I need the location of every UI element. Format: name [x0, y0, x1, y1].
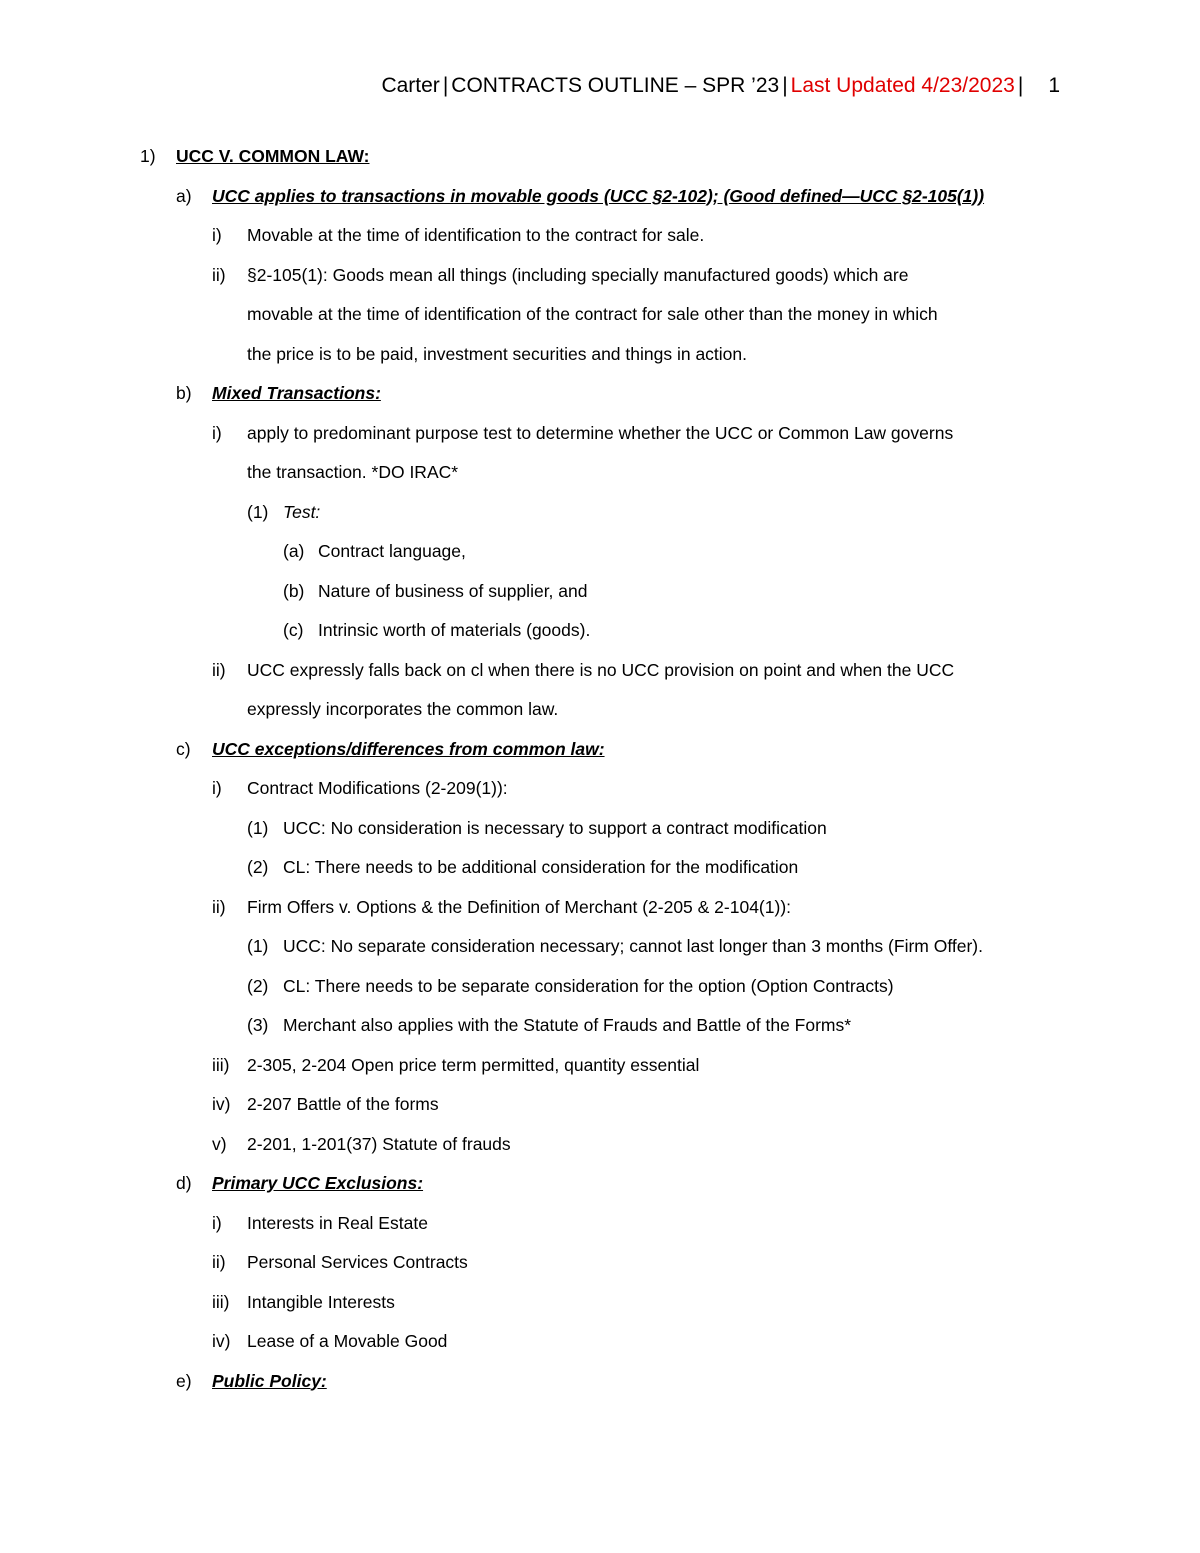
outline-item: [0, 295, 1200, 335]
outline-item: [0, 572, 1200, 612]
page-number: 1: [1048, 74, 1060, 97]
outline-marker: e): [176, 1370, 192, 1391]
outline-marker: ii): [212, 264, 226, 285]
outline-item: [0, 1125, 1200, 1165]
outline-marker: a): [176, 185, 192, 206]
outline-marker: 1): [140, 146, 156, 166]
outline-text: Intrinsic worth of materials (goods).: [318, 620, 591, 640]
outline-text: CL: There needs to be separate consideration for the option (Option Contracts): [283, 975, 894, 996]
outline-text: Interests in Real Estate: [247, 1212, 428, 1233]
outline-item: [0, 730, 1200, 770]
outline-text: UCC: No consideration is necessary to support a contract modification: [283, 817, 827, 838]
outline-heading: UCC applies to transactions in movable goods (UCC §2-102); (Good defined—UCC §2-105(1)): [212, 185, 985, 206]
outline-item: [0, 256, 1200, 296]
outline-text: Lease of a Movable Good: [247, 1331, 448, 1351]
outline-marker: iv): [212, 1331, 231, 1351]
outline-marker: v): [212, 1133, 227, 1154]
outline-item: [0, 335, 1200, 375]
outline-marker: iii): [212, 1291, 230, 1312]
outline-marker: (2): [247, 857, 269, 877]
outline-text: Contract language,: [318, 541, 466, 561]
outline-marker: i): [212, 1212, 222, 1233]
outline-item: [0, 1164, 1200, 1204]
outline-item: [0, 493, 1200, 533]
outline-text: 2-207 Battle of the forms: [247, 1094, 439, 1114]
outline-text: expressly incorporates the common law.: [247, 699, 559, 719]
outline-item: [0, 1243, 1200, 1283]
outline-item: [0, 453, 1200, 493]
outline-heading: UCC exceptions/differences from common law:: [212, 738, 605, 759]
outline-marker: (3): [247, 1015, 269, 1035]
outline-heading: Mixed Transactions:: [212, 383, 381, 403]
outline-text: the price is to be paid, investment securities and things in action.: [247, 343, 747, 364]
outline-item: [0, 1085, 1200, 1125]
outline-text: the transaction. *DO IRAC*: [247, 462, 459, 482]
outline-item: [0, 651, 1200, 691]
outline-marker: (b): [283, 580, 305, 601]
outline-heading: Public Policy:: [212, 1370, 327, 1391]
outline-text: §2-105(1): Goods mean all things (including specially manufactured goods) which are: [247, 264, 909, 285]
header-author: Carter: [381, 74, 440, 97]
outline-item: [0, 927, 1200, 967]
outline-item: [0, 1362, 1200, 1402]
outline-text: Intangible Interests: [247, 1291, 395, 1312]
outline-text: 2-201, 1-201(37) Statute of frauds: [247, 1133, 511, 1154]
outline-item: [0, 1204, 1200, 1244]
outline-text: Contract Modifications (2-209(1)):: [247, 778, 508, 798]
outline-marker: iv): [212, 1094, 231, 1114]
outline-marker: i): [212, 778, 222, 798]
outline-item: [0, 769, 1200, 809]
outline-marker: i): [212, 225, 222, 245]
outline-item: [0, 1006, 1200, 1046]
outline-item: [0, 809, 1200, 849]
header-last-updated: Last Updated 4/23/2023: [790, 74, 1015, 97]
outline-marker: c): [176, 738, 191, 759]
outline-text: Test:: [283, 501, 321, 522]
outline-marker: ii): [212, 1252, 226, 1272]
outline-text: apply to predominant purpose test to determine whether the UCC or Common Law governs: [247, 422, 954, 443]
outline-text: 2-305, 2-204 Open price term permitted, quantity essential: [247, 1054, 700, 1075]
outline-item: [0, 1283, 1200, 1323]
outline-body: [0, 137, 1200, 1401]
outline-item: [0, 216, 1200, 256]
outline-marker: (1): [247, 936, 269, 956]
outline-marker: ii): [212, 896, 226, 917]
outline-marker: (a): [283, 541, 305, 561]
page-header: [381, 71, 1060, 101]
outline-text: Merchant also applies with the Statute of Frauds and Battle of the Forms*: [283, 1015, 852, 1035]
outline-item: [0, 848, 1200, 888]
outline-item: [0, 177, 1200, 217]
outline-item: [0, 374, 1200, 414]
outline-text: UCC: No separate consideration necessary; cannot last longer than 3 months (Firm Offer).: [283, 936, 983, 956]
outline-text: CL: There needs to be additional consideration for the modification: [283, 857, 799, 877]
outline-text: Nature of business of supplier, and: [318, 580, 588, 601]
outline-item: [0, 1322, 1200, 1362]
outline-item: [0, 611, 1200, 651]
header-title: CONTRACTS OUTLINE – SPR ’23: [451, 74, 780, 97]
outline-text: Personal Services Contracts: [247, 1252, 468, 1272]
outline-item: [0, 690, 1200, 730]
header-separator: |: [1017, 74, 1024, 97]
outline-text: UCC expressly falls back on cl when there is no UCC provision on point and when the UCC: [247, 659, 955, 680]
outline-item: [0, 532, 1200, 572]
outline-marker: (c): [283, 620, 304, 640]
outline-text: movable at the time of identification of the contract for sale other than the money in which: [247, 304, 938, 324]
outline-item: [0, 967, 1200, 1007]
header-separator: |: [442, 74, 449, 97]
header-separator: |: [782, 74, 788, 97]
outline-marker: iii): [212, 1054, 230, 1075]
outline-heading: Primary UCC Exclusions:: [212, 1173, 424, 1193]
outline-marker: ii): [212, 659, 226, 680]
outline-text: Firm Offers v. Options & the Definition of Merchant (2-205 & 2-104(1)):: [247, 896, 792, 917]
outline-marker: (1): [247, 817, 269, 838]
outline-item: [0, 888, 1200, 928]
outline-marker: (1): [247, 501, 269, 522]
outline-item: [0, 1046, 1200, 1086]
outline-marker: (2): [247, 975, 269, 996]
outline-heading: UCC V. COMMON LAW:: [176, 146, 370, 166]
outline-marker: b): [176, 383, 192, 403]
outline-marker: i): [212, 422, 222, 443]
outline-item: [0, 137, 1200, 177]
outline-marker: d): [176, 1173, 192, 1193]
outline-item: [0, 414, 1200, 454]
outline-text: Movable at the time of identification to the contract for sale.: [247, 225, 705, 245]
